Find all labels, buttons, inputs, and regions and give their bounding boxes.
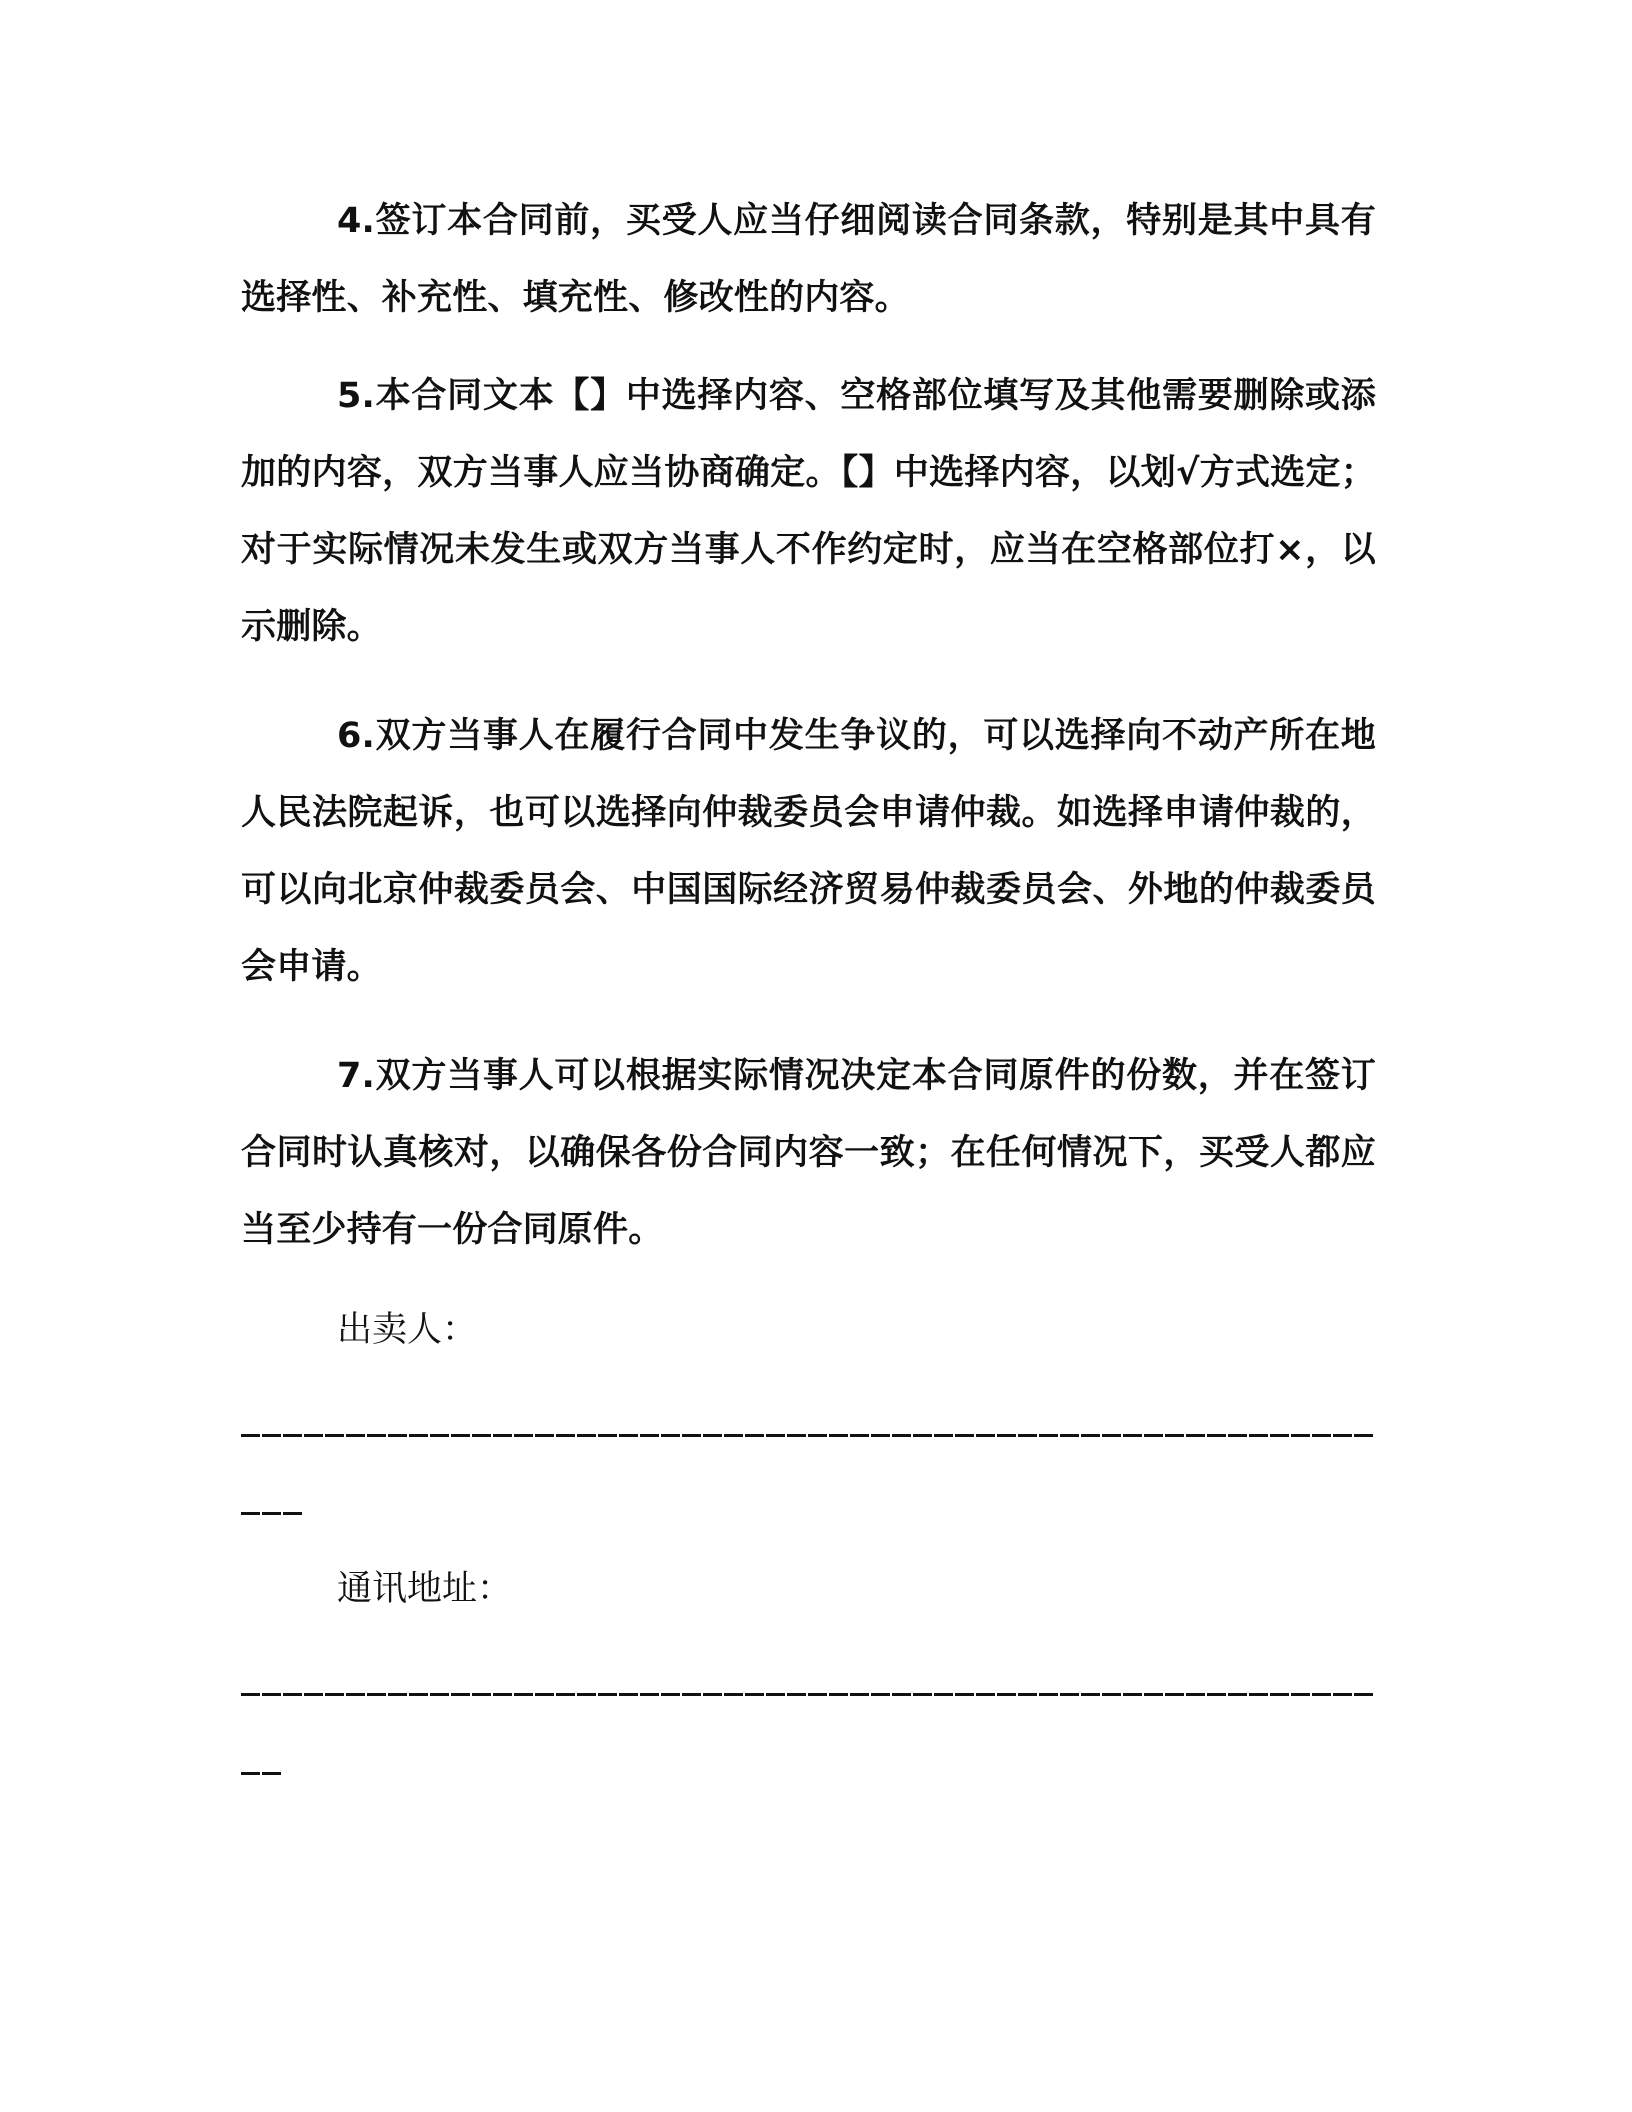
- seller-label: 出卖人：: [337, 1310, 478, 1350]
- clause-6: 6.双方当事人在履行合同中发生争议的，可以选择向不动产所在地人民法院起诉，也可以选择向仲裁委员会申请仲裁。如选择申请仲裁的，可以向北京仲裁委员会、中国国际经济贸易仲裁委员会、外地的仲裁委员会申请。: [241, 716, 1376, 987]
- address-fill-line[interactable]: [241, 1693, 1373, 1696]
- clause-5: 5.本合同文本【】中选择内容、空格部位填写及其他需要删除或添加的内容，双方当事人应当协商确定。【】中选择内容，以划√方式选定；对于实际情况未发生或双方当事人不作约定时，应当在空格部位打×，以示删除。: [241, 376, 1376, 647]
- seller-fill-line[interactable]: [241, 1434, 1373, 1437]
- seller-fill-line-continued[interactable]: [241, 1512, 302, 1515]
- clause-7: 7.双方当事人可以根据实际情况决定本合同原件的份数，并在签订合同时认真核对，以确保各份合同内容一致；在任何情况下，买受人都应当至少持有一份合同原件。: [241, 1056, 1376, 1250]
- address-label: 通讯地址：: [337, 1569, 513, 1609]
- clause-4: 4.签订本合同前，买受人应当仔细阅读合同条款，特别是其中具有选择性、补充性、填充性、修改性的内容。: [241, 201, 1376, 318]
- address-fill-line-continued[interactable]: [241, 1772, 281, 1775]
